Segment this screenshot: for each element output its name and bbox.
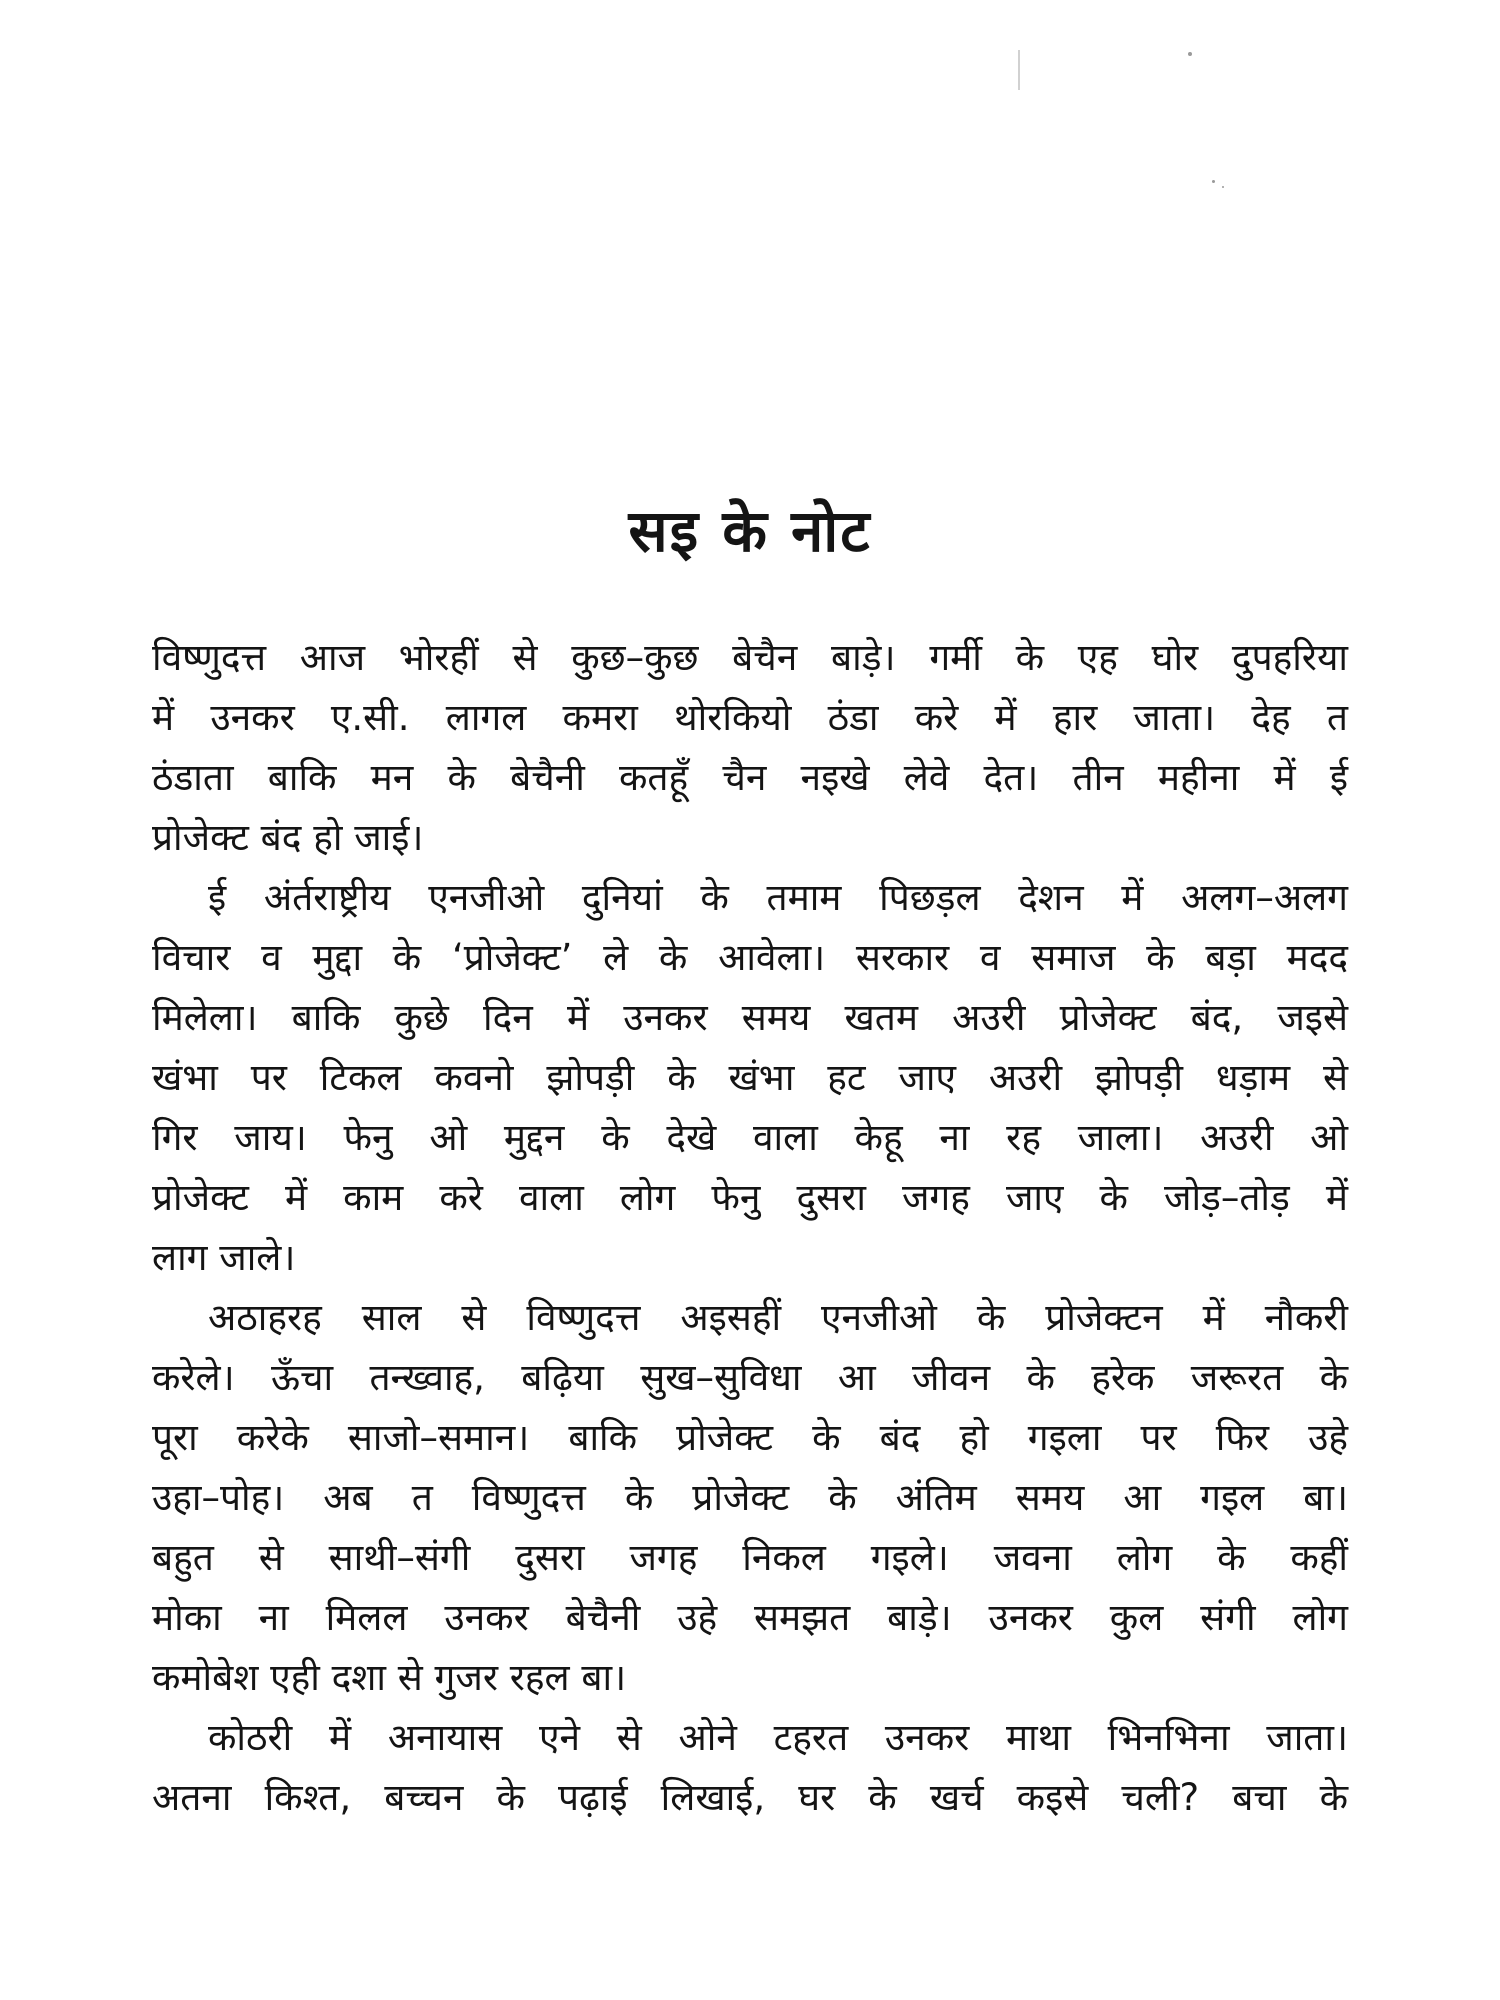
scan-speck	[1018, 50, 1020, 90]
text-line: प्रोजेक्ट में काम करे वाला लोग फेनु दुसरा जगह जाए के जोड़–तोड़ में	[152, 1176, 1348, 1219]
text-line: पूरा करेके साजो–समान। बाकि प्रोजेक्ट के बंद हो गइला पर फिर उहे	[152, 1416, 1348, 1459]
text-line: कमोबेश एही दशा से गुजर रहल बा।	[152, 1656, 627, 1699]
scan-speck	[1188, 52, 1192, 56]
text-line: करेले। ऊँचा तन्ख्वाह, बढ़िया सुख–सुविधा आ जीवन के हरेक जरूरत के	[152, 1356, 1348, 1399]
text-line: में उनकर ए.सी. लागल कमरा थोरकियो ठंडा करे में हार जाता। देह त	[152, 696, 1348, 739]
text-line: गिर जाय। फेनु ओ मुद्दन के देखे वाला केहू ना रह जाला। अउरी ओ	[152, 1116, 1348, 1159]
text-line: लाग जाले।	[152, 1236, 296, 1279]
text-line: मिलेला। बाकि कुछे दिन में उनकर समय खतम अउरी प्रोजेक्ट बंद, जइसे	[152, 996, 1348, 1039]
story-body	[152, 628, 1348, 1828]
text-line: अठाहरह साल से विष्णुदत्त अइसहीं एनजीओ के प्रोजेक्टन में नौकरी	[208, 1296, 1348, 1339]
text-line: खंभा पर टिकल कवनो झोपड़ी के खंभा हट जाए अउरी झोपड़ी धड़ाम से	[152, 1056, 1348, 1099]
text-line: मोका ना मिलल उनकर बेचैनी उहे समझत बाड़े। उनकर कुल संगी लोग	[152, 1596, 1348, 1639]
text-line: ई अंर्तराष्ट्रीय एनजीओ दुनियां के तमाम पिछड़ल देशन में अलग–अलग	[208, 876, 1348, 919]
text-line: विष्णुदत्त आज भोरहीं से कुछ–कुछ बेचैन बाड़े। गर्मी के एह घोर दुपहरिया	[152, 636, 1348, 679]
text-line: ठंडाता बाकि मन के बेचैनी कतहूँ चैन नइखे लेवे देत। तीन महीना में ई	[152, 756, 1348, 799]
scan-speck	[1212, 180, 1215, 183]
text-line: कोठरी में अनायास एने से ओने टहरत उनकर माथा भिनभिना जाता।	[208, 1716, 1348, 1759]
scan-speck	[1222, 186, 1224, 188]
text-line: विचार व मुद्दा के ‘प्रोजेक्ट’ ले के आवेला। सरकार व समाज के बड़ा मदद	[152, 936, 1348, 979]
text-line: प्रोजेक्ट बंद हो जाई।	[152, 816, 424, 859]
text-line: बहुत से साथी–संगी दुसरा जगह निकल गइले। जवना लोग के कहीं	[152, 1536, 1348, 1579]
story-title: सइ के नोट	[628, 496, 872, 565]
text-line: उहा–पोह। अब त विष्णुदत्त के प्रोजेक्ट के अंतिम समय आ गइल बा।	[152, 1476, 1348, 1519]
text-line: अतना किश्त, बच्चन के पढ़ाई लिखाई, घर के खर्च कइसे चली? बचा के	[152, 1776, 1348, 1819]
